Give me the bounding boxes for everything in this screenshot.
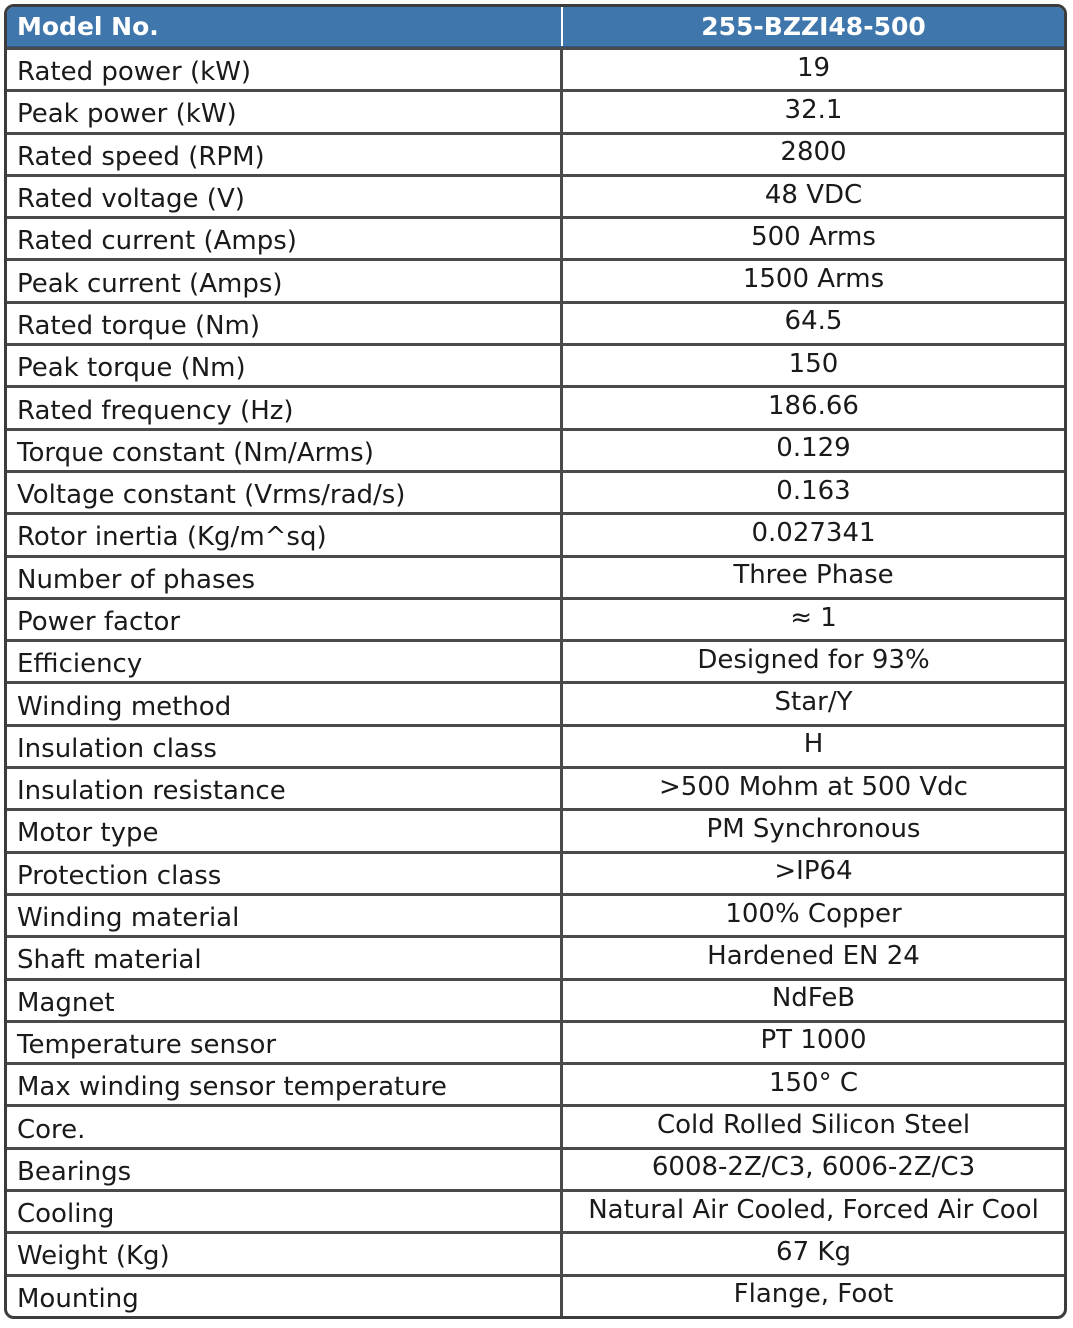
spec-value: 1500 Arms	[742, 264, 885, 295]
spec-value: 150° C	[768, 1067, 859, 1098]
spec-value: Flange, Foot	[733, 1279, 894, 1310]
spec-label: Peak torque (Nm)	[7, 346, 563, 385]
spec-value: 6008-2Z/C3, 6006-2Z/C3	[651, 1152, 976, 1183]
spec-value: 500 Arms	[751, 221, 876, 252]
spec-label: Rated power (kW)	[7, 50, 563, 89]
table-row	[7, 470, 1064, 512]
table-row	[7, 216, 1064, 258]
table-row	[7, 555, 1064, 597]
spec-label: Max winding sensor temperature	[7, 1065, 563, 1104]
spec-value: >IP64	[774, 856, 853, 887]
spec-label: Rated frequency (Hz)	[7, 388, 563, 427]
table-row	[7, 174, 1064, 216]
table-row	[7, 639, 1064, 681]
table-row	[7, 132, 1064, 174]
table-body	[7, 47, 1064, 1316]
spec-label: Rated voltage (V)	[7, 177, 563, 216]
table-row	[7, 1062, 1064, 1104]
spec-label: Torque constant (Nm/Arms)	[7, 431, 563, 470]
spec-label: Rated speed (RPM)	[7, 135, 563, 174]
spec-value: PM Synchronous	[706, 813, 921, 844]
table-row	[7, 1274, 1064, 1316]
spec-label: Core.	[7, 1107, 563, 1146]
spec-value: 0.163	[776, 475, 851, 506]
spec-value: ≈ 1	[790, 602, 837, 633]
spec-table	[4, 4, 1067, 1319]
spec-label: Insulation resistance	[7, 769, 563, 808]
spec-label: Mounting	[7, 1277, 563, 1316]
table-row	[7, 89, 1064, 131]
table-row	[7, 512, 1064, 554]
spec-value: NdFeB	[771, 983, 856, 1014]
spec-value: 19	[796, 52, 831, 83]
spec-label: Winding method	[7, 684, 563, 723]
spec-label: Rated current (Amps)	[7, 219, 563, 258]
spec-label: Rated torque (Nm)	[7, 304, 563, 343]
table-row	[7, 766, 1064, 808]
spec-value: 0.027341	[751, 517, 876, 548]
spec-label: Temperature sensor	[7, 1023, 563, 1062]
table-row	[7, 808, 1064, 850]
spec-value: Natural Air Cooled, Forced Air Cool	[588, 1194, 1039, 1225]
header-label: Model No.	[7, 7, 563, 46]
spec-label: Voltage constant (Vrms/rad/s)	[7, 473, 563, 512]
spec-label: Cooling	[7, 1192, 563, 1231]
spec-label: Peak current (Amps)	[7, 261, 563, 300]
table-row	[7, 597, 1064, 639]
spec-value: 32.1	[784, 94, 843, 125]
spec-value: 150	[788, 348, 839, 379]
table-row	[7, 47, 1064, 89]
spec-value: 48 VDC	[764, 179, 863, 210]
table-row	[7, 724, 1064, 766]
spec-value: Three Phase	[733, 560, 894, 591]
table-row	[7, 851, 1064, 893]
spec-value: >500 Mohm at 500 Vdc	[659, 771, 968, 802]
spec-label: Weight (Kg)	[7, 1234, 563, 1273]
spec-value: Cold Rolled Silicon Steel	[656, 1110, 971, 1141]
table-row	[7, 1189, 1064, 1231]
table-row	[7, 258, 1064, 300]
spec-value: 64.5	[784, 306, 843, 337]
spec-value: Designed for 93%	[697, 644, 930, 675]
spec-label: Protection class	[7, 854, 563, 893]
spec-label: Number of phases	[7, 558, 563, 597]
spec-value: 2800	[780, 137, 847, 168]
spec-label: Efficiency	[7, 642, 563, 681]
spec-label: Bearings	[7, 1150, 563, 1189]
spec-label: Power factor	[7, 600, 563, 639]
table-row	[7, 301, 1064, 343]
spec-label: Winding material	[7, 896, 563, 935]
table-row	[7, 385, 1064, 427]
spec-value: 186.66	[768, 391, 859, 422]
spec-value: PT 1000	[760, 1025, 867, 1056]
spec-label: Peak power (kW)	[7, 92, 563, 131]
table-row	[7, 1147, 1064, 1189]
table-row	[7, 1020, 1064, 1062]
spec-label: Motor type	[7, 811, 563, 850]
spec-label: Magnet	[7, 981, 563, 1020]
spec-label: Rotor inertia (Kg/m^sq)	[7, 515, 563, 554]
spec-value: 100% Copper	[725, 898, 902, 929]
table-row	[7, 681, 1064, 723]
table-header-row	[7, 7, 1064, 47]
spec-label: Insulation class	[7, 727, 563, 766]
table-row	[7, 428, 1064, 470]
spec-value: Star/Y	[774, 687, 853, 718]
spec-value: Hardened EN 24	[707, 940, 920, 971]
spec-value: H	[803, 729, 824, 760]
spec-value: 0.129	[776, 433, 851, 464]
table-row	[7, 1104, 1064, 1146]
spec-value: 67 Kg	[776, 1236, 851, 1267]
header-model-number: 255-BZZI48-500	[701, 12, 926, 41]
spec-label: Shaft material	[7, 938, 563, 977]
table-row	[7, 935, 1064, 977]
table-row	[7, 1231, 1064, 1273]
table-row	[7, 893, 1064, 935]
table-row	[7, 343, 1064, 385]
table-row	[7, 978, 1064, 1020]
